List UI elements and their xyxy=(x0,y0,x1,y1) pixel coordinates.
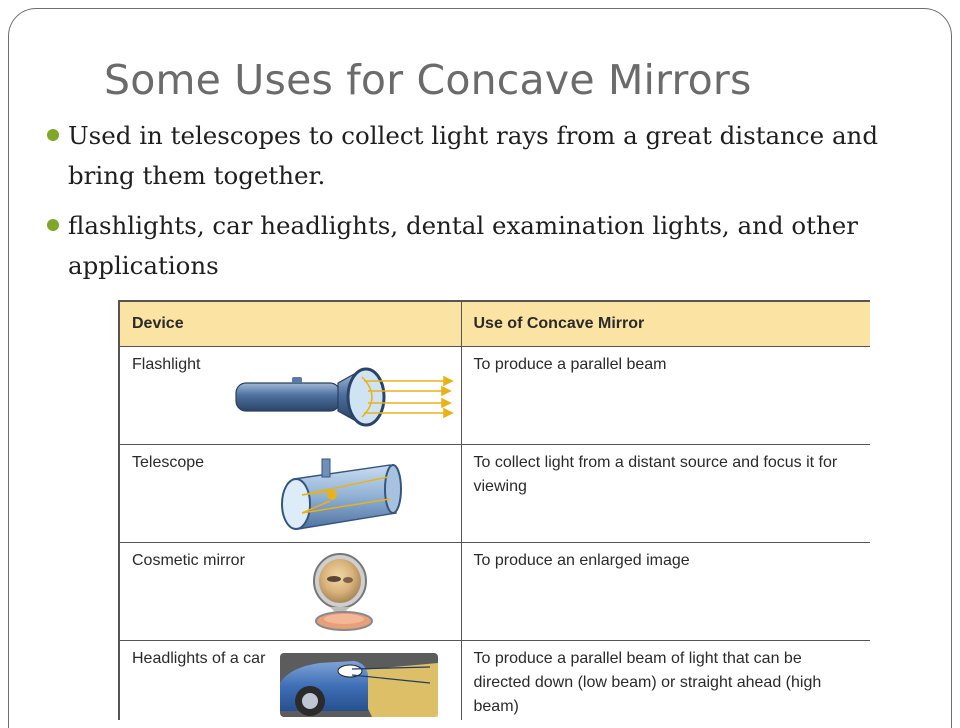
table-header-row xyxy=(119,301,870,347)
table-row xyxy=(119,445,870,543)
cosmetic-mirror-icon xyxy=(300,551,386,635)
device-name: Telescope xyxy=(132,454,205,471)
bullet-list xyxy=(44,116,924,296)
bullet-item xyxy=(44,116,924,196)
use-cell: To produce a parallel beam xyxy=(461,347,870,445)
table-row xyxy=(119,641,870,721)
device-cell xyxy=(119,445,461,543)
header-device: Device xyxy=(119,301,461,347)
device-name: Headlights of a car xyxy=(132,650,266,667)
header-use: Use of Concave Mirror xyxy=(461,301,870,347)
car-headlight-icon xyxy=(280,653,440,719)
bullet-text: flashlights, car headlights, dental examination lights, and other applications xyxy=(68,211,858,280)
use-cell: To collect light from a distant source and focus it for viewing xyxy=(461,445,870,543)
use-cell: To produce a parallel beam of light that can be directed down (low beam) or straight ahead (high beam) xyxy=(461,641,870,721)
table-row xyxy=(119,347,870,445)
telescope-icon xyxy=(272,455,412,537)
table-row xyxy=(119,543,870,641)
device-cell xyxy=(119,347,461,445)
device-cell xyxy=(119,641,461,721)
flashlight-icon xyxy=(232,361,460,433)
use-cell: To produce an enlarged image xyxy=(461,543,870,641)
mirror-uses-table xyxy=(118,300,870,720)
device-name: Flashlight xyxy=(132,356,201,373)
bullet-text: Used in telescopes to collect light rays from a great distance and bring them together. xyxy=(68,121,879,190)
bullet-item xyxy=(44,206,924,286)
slide-title: Some Uses for Concave Mirrors xyxy=(104,56,752,104)
bullet-dot-icon xyxy=(47,129,59,141)
bullet-dot-icon xyxy=(47,219,59,231)
device-name: Cosmetic mirror xyxy=(132,552,245,569)
device-cell xyxy=(119,543,461,641)
